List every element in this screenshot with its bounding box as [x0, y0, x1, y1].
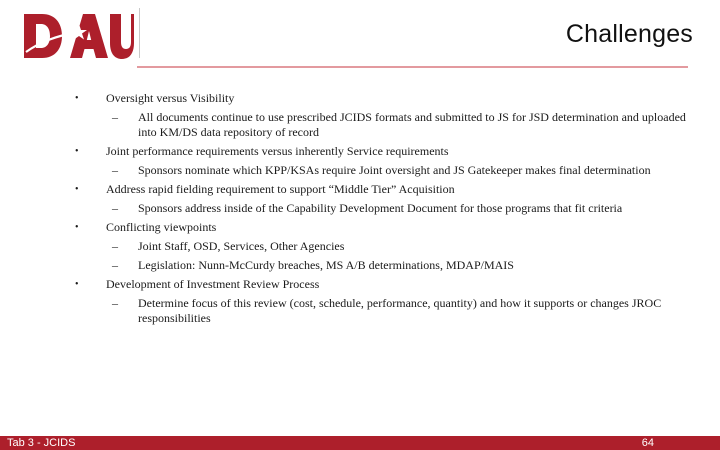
dash-icon: –	[112, 163, 118, 177]
dash-icon: –	[112, 110, 118, 124]
sub-item-text: Determine focus of this review (cost, schedule, performance, quantity) and how it supports or changes JROC responsibilities	[138, 296, 662, 325]
sub-item	[106, 239, 696, 254]
sub-item	[106, 163, 696, 178]
footer-section-label: Tab 3 - JCIDS	[7, 437, 76, 449]
list-item	[66, 91, 696, 140]
list-item	[66, 277, 696, 326]
bullet-icon: •	[75, 222, 79, 233]
logo-divider	[139, 8, 140, 58]
dau-logo	[22, 12, 134, 60]
dash-icon: –	[112, 201, 118, 215]
sub-item	[106, 258, 696, 273]
bullet-text: Conflicting viewpoints	[106, 220, 217, 234]
list-item	[66, 144, 696, 178]
list-item	[66, 182, 696, 216]
bullet-icon: •	[75, 279, 79, 290]
sub-item-text: Joint Staff, OSD, Services, Other Agencies	[138, 239, 345, 253]
dash-icon: –	[112, 239, 118, 253]
bullet-text: Oversight versus Visibility	[106, 91, 235, 105]
bullet-icon: •	[75, 184, 79, 195]
sub-item	[106, 296, 696, 326]
bullet-list	[66, 91, 696, 330]
footer-bar	[0, 436, 720, 450]
sub-item	[106, 201, 696, 216]
sub-item-text: Legislation: Nunn-McCurdy breaches, MS A/B determinations, MDAP/MAIS	[138, 258, 514, 272]
sub-item-text: Sponsors address inside of the Capability Development Document for those programs that fit criteria	[138, 201, 623, 215]
sub-item	[106, 110, 696, 140]
bullet-icon: •	[75, 146, 79, 157]
title-rule	[137, 66, 688, 68]
sub-item-text: All documents continue to use prescribed JCIDS formats and submitted to JS for JSD determination and uploaded into KM/DS data repository of record	[138, 110, 686, 139]
bullet-text: Development of Investment Review Process	[106, 277, 320, 291]
list-item	[66, 220, 696, 273]
sub-item-text: Sponsors nominate which KPP/KSAs require Joint oversight and JS Gatekeeper makes final determination	[138, 163, 651, 177]
page-number: 64	[641, 437, 654, 449]
bullet-text: Address rapid fielding requirement to support “Middle Tier” Acquisition	[106, 182, 455, 196]
dash-icon: –	[112, 258, 118, 272]
dash-icon: –	[112, 296, 118, 310]
bullet-icon: •	[75, 93, 79, 104]
bullet-text: Joint performance requirements versus inherently Service requirements	[106, 144, 449, 158]
page-title: Challenges	[565, 20, 693, 48]
